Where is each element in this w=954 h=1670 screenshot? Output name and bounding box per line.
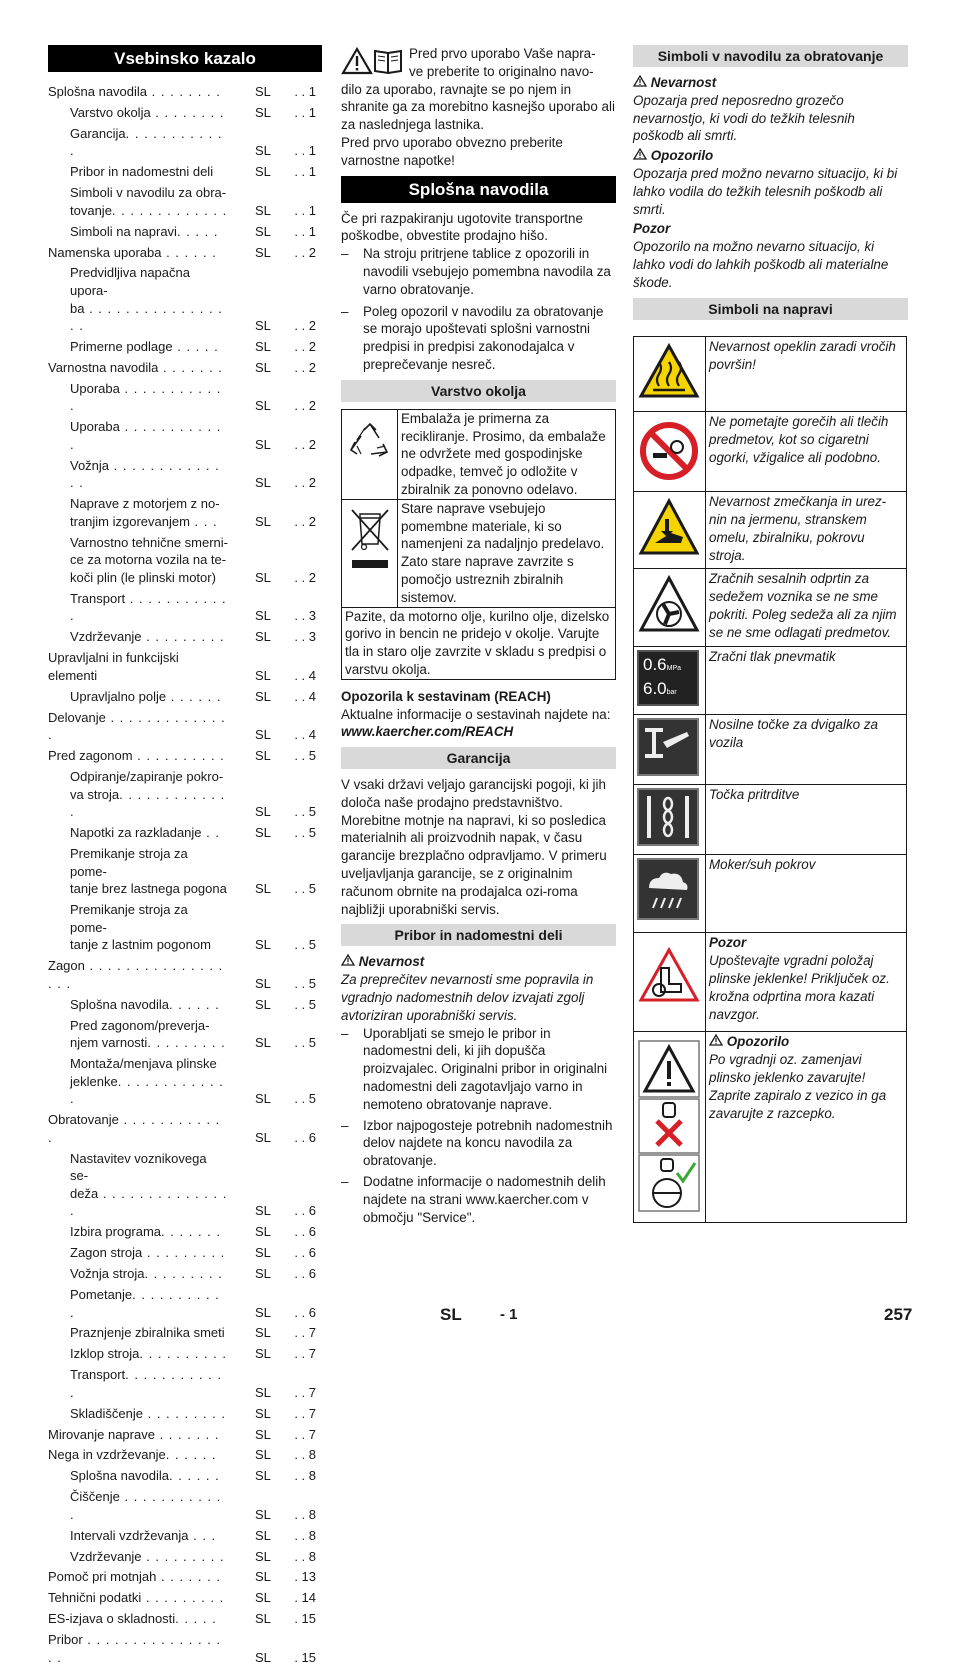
toc-entry-lang: SL [255,398,271,414]
toc-entry-title: Predvidljiva napačna upora- ba . . . . . . . . . . . . . . . . . [70,265,223,334]
env-title: Varstvo okolja [341,380,616,402]
toc-entry-lang: SL [255,727,271,743]
toc-entry-lang: SL [255,359,271,375]
toc-entry-title: Odpiranje/zapiranje pokro- va stroja. . . . . . . . . . . . . [70,769,226,820]
list-item: – Na stroju pritrjene tablice z opozorili in navodili vsebujejo pomembna navodila za varno obratovanje. [341,246,611,297]
toc-entry-page: . . 4 [294,727,316,743]
pressure-mpa-value: 0.6 [643,654,667,674]
toc-entry-title: Splošna navodila. . . . . . [70,1468,220,1484]
toc-entry-page: . . 5 [294,975,316,991]
toc-entry-page: . . 2 [294,359,316,375]
toc-entry-page: . . 5 [294,881,316,897]
toc-entry-title: Pomoč pri motnjah . . . . . . . [48,1569,221,1585]
toc-entry-page: . . 6 [294,1266,316,1282]
toc-entry-lang: SL [255,1590,271,1606]
toc-entry-page: . 13 [294,1569,316,1585]
toc-entry[interactable] [48,1366,322,1401]
toc-entry-title: Pred zagonom/preverja- njem varnosti. . . . . . . . . [70,1017,226,1051]
toc-entry-page: . . 2 [294,398,316,414]
toc-entry-title: Primerne podlage . . . . . [70,339,219,355]
warning-text: Opozarja pred možno nevarno situacijo, ki bi lahko vodila do težkih telesnih poškodb ali smrti. [633,165,898,217]
toc-entry[interactable] [48,338,322,356]
danger-text: Opozarja pred neposredno grozečo nevarnostjo, ki vodi do težkih telesnih poškodb ali smrti. [633,92,855,144]
toc-entry-page: . . 2 [294,513,316,529]
toc-entry-title: Zagon stroja . . . . . . . . . [70,1245,226,1261]
toc-column [48,45,322,1670]
toc-entry[interactable] [48,1055,322,1108]
toc-entry-lang: SL [255,1266,271,1282]
toc-entry[interactable] [48,1286,322,1321]
toc-entry[interactable] [48,244,322,262]
no-burning-objects-icon [634,412,706,492]
env-packaging-text: Embalaža je primerna za recikliranje. Prosimo, da embalaže ne odvržete med gospodinjske odpadke, temveč jo odložite v zbiralnik za ponovno odelavo. [398,409,616,499]
toc-entry-page: . . 5 [294,996,316,1012]
toc-entry[interactable] [48,1548,322,1566]
toc-entry-lang: SL [255,318,271,334]
toc-entry-title: Premikanje stroja za pome- tanje z lastnim pogonom [70,902,211,953]
toc-entry[interactable] [48,747,322,765]
toc-entry-title: Pometanje. . . . . . . . . . . [70,1286,220,1320]
toc-entry-title: Varnostno tehnične smerni- ce za motorna vozila na te- koči plin (le plinski motor) [70,534,229,585]
toc-entry-title: Splošna navodila. . . . . . [70,996,220,1012]
toc-entry[interactable] [48,264,322,334]
toc-entry-page: . . 8 [294,1447,316,1463]
toc-entry-lang: SL [255,1548,271,1564]
toc-entry[interactable] [48,457,322,492]
toc-entry-title: Montaža/menjava plinske jeklenke. . . . . . . . . . . . . [70,1056,224,1107]
toc-entry-lang: SL [255,104,271,120]
toc-entry-page: . . 7 [294,1426,316,1442]
env-oil-note: Pazite, da motorno olje, kurilno olje, dizelsko gorivo in bencin ne pridejo v okolje. Varujte tla in staro olje zavrzite v skladu s predpisi o varstvu okolja. [342,607,616,679]
toc-entry[interactable] [48,957,322,992]
toc-entry[interactable] [48,688,322,706]
toc-entry-title: Varnostna navodila . . . . . . . [48,359,223,375]
footer-lang: SL [440,1305,462,1324]
toc-entry-lang: SL [255,996,271,1012]
toc-entry[interactable] [48,495,322,530]
toc-entry-page: . . 5 [294,1035,316,1051]
toc-entry[interactable] [48,1610,322,1628]
intro-line-2: ve preberite to originalno navo- [409,63,594,79]
tie-down-icon [634,784,706,854]
toc-entry-title: Premikanje stroja za pome- tanje brez lastnega pogona [70,845,227,897]
toc-entry[interactable] [48,901,322,954]
toc-entry-lang: SL [255,513,271,529]
warranty-text: V vsaki državi veljajo garancijski pogoji, ki jih določa naše prodajno predstavništvo. Morebitne motnje na napravi, ki so posledica materialnih ali proizvodnih napak, v času garancije brezplačno odpravljamo. V primeru uveljavljanja garancije, se z originalnim računom obrnite na prodajalca ozi-roma najbližji uporabniški servis. [341,777,607,917]
symbols-title: Simboli v navodilu za obratovanje [633,45,908,67]
warning-triangle-icon [633,75,647,90]
toc-entry-page: . . 8 [294,1548,316,1564]
toc-entry-title: Upravljalno polje . . . . . . [70,688,222,704]
toc-entry-page: . . 2 [294,318,316,334]
toc-entry-lang: SL [255,629,271,645]
toc-entry-lang: SL [255,475,271,491]
toc-entry-title: Garancija. . . . . . . . . . . . [70,125,223,159]
toc-entry-title: Pribor in nadomestni deli [70,164,214,180]
toc-entry[interactable] [48,1111,322,1146]
toc-entry-lang: SL [255,881,271,897]
toc-entry-title: Delovanje . . . . . . . . . . . . . . [48,709,226,743]
toc-entry-title: Vzdrževanje . . . . . . . . . [70,629,225,645]
device-symbol-text: Upoštevajte vgradni položaj plinske jeklenke! Priključek oz. krožna odprtina mora kazati navzgor. [709,952,890,1022]
toc-entry-page: . . 1 [294,223,316,239]
toc-entry-lang: SL [255,1569,271,1585]
toc-entry[interactable] [48,534,322,587]
toc-entry-title: Nega in vzdrževanje. . . . . . [48,1447,217,1463]
recycle-icon [342,409,398,499]
toc-entry-page: . . 3 [294,629,316,645]
toc-entry-title: Vzdrževanje . . . . . . . . . [70,1548,225,1564]
toc-entry-title: Izbira programa. . . . . . . [70,1224,222,1240]
toc-entry-lang: SL [255,1527,271,1543]
toc-entry[interactable] [48,1345,322,1363]
toc-entry-lang: SL [255,84,271,99]
toc-entry-page: . . 3 [294,608,316,624]
general-paragraph: Če pri razpakiranju ugotovite transportne poškodbe, obvestite prodajno hišo. [341,210,583,244]
toc-entry-title: ES-izjava o skladnosti. . . . . [48,1611,217,1627]
fan-hazard-icon [634,569,706,647]
toc-entry-page: . . 5 [294,748,316,764]
read-manual-icon [341,45,409,81]
toc-entry[interactable] [48,996,322,1014]
toc-entry-title: Namenska uporaba . . . . . . [48,244,217,260]
toc-entry-title: Vožnja stroja. . . . . . . . . [70,1266,223,1282]
toc-entry-page: . . 1 [294,202,316,218]
env-table [341,409,616,680]
pressure-bar-value: 6.0 [643,678,667,698]
toc-entry-title: Simboli v navodilu za obra- tovanje. . . . . . . . . . . . . [70,185,228,218]
pressure-bar-unit: bar [666,688,677,696]
toc-entry[interactable] [48,824,322,842]
device-symbol-label: Opozorilo [709,1033,903,1051]
toc-list [48,83,322,1666]
toc-entry-page: . . 7 [294,1346,316,1362]
toc-entry-lang: SL [255,1129,271,1145]
toc-entry[interactable] [48,1426,322,1444]
device-symbols-title: Simboli na napravi [633,298,908,320]
toc-entry-title: Mirovanje naprave . . . . . . . [48,1426,220,1442]
toc-entry-page: . . 5 [294,1091,316,1107]
toc-entry-lang: SL [255,1325,271,1341]
toc-entry-page: . . 2 [294,570,316,585]
warning-triangle-icon [709,1034,723,1049]
crossed-bin-icon [342,499,398,607]
toc-entry-page: . 15 [294,1611,316,1627]
intro-text-2: Pred prvo uporabo obvezno preberite varnostne napotke! [341,134,563,168]
toc-entry[interactable] [48,1467,322,1485]
lifting-point-icon [634,714,706,784]
toc-entry[interactable] [48,768,322,821]
hot-surface-icon [634,336,706,412]
toc-entry[interactable] [48,125,322,160]
env-oldappliance-text: Stare naprave vsebujejo pomembne materiale, ki so namenjeni za nadaljnjo predelavo. Zato stare naprave zavrzite s pomočjo ustreznih zbiralnih sistemov. [398,499,616,607]
caution-label: Pozor [633,221,671,237]
toc-entry-page: . . 2 [294,436,316,452]
toc-entry-title: Intervali vzdrževanja . . . [70,1527,217,1543]
device-symbol-text: Po vgradnji oz. zamenjavi plinsko jeklenko zavarujte! Zaprite zapiralo z vezico in ga zavarujte z razcepko. [709,1051,887,1121]
footer-local-page: - 1 [500,1306,518,1323]
toc-entry-title: Vožnja . . . . . . . . . . . . . . [70,457,220,491]
toc-entry-lang: SL [255,1506,271,1522]
toc-entry-lang: SL [255,1346,271,1362]
toc-entry[interactable] [48,1324,322,1342]
toc-entry-page: . . 2 [294,475,316,491]
toc-entry-page: . . 2 [294,244,316,260]
toc-entry[interactable] [48,104,322,122]
toc-entry-page: . . 8 [294,1468,316,1484]
danger-label: Nevarnost [633,74,908,92]
toc-entry-page: . . 4 [294,688,316,704]
parts-title: Pribor in nadomestni deli [341,924,616,946]
toc-entry-title: Splošna navodila . . . . . . . . [48,84,221,99]
crush-hazard-icon [634,491,706,569]
device-symbol-text: Točka pritrditve [706,784,907,854]
toc-entry-page: . . 5 [294,804,316,820]
toc-entry-title: Uporaba . . . . . . . . . . . . [70,419,222,452]
toc-entry-lang: SL [255,1304,271,1320]
toc-entry-page: . 15 [294,1649,316,1665]
main-column [341,45,616,1226]
parts-danger-label: Nevarnost [341,953,616,971]
caution-text: Opozorilo na možno nevarno situacijo, ki lahko vodi do lahkih poškodb ali materialne škode. [633,239,889,290]
toc-entry-title: Upravljalni in funkcijski elementi [48,650,179,683]
toc-entry-title: Transport. . . . . . . . . . . . [70,1367,223,1400]
toc-entry[interactable] [48,163,322,181]
warning-triangle-icon [633,148,647,163]
parts-danger-text: Za preprečitev nevarnosti sme popravila in vgradnjo nadomestnih delov izvajati zgolj avtoriziran uporabniški servis. [341,972,594,1023]
secure-gas-cylinder-icon [634,1031,706,1223]
toc-entry-title: Čiščenje . . . . . . . . . . . . [70,1489,222,1522]
toc-entry-lang: SL [255,1611,271,1627]
toc-entry-page: . . 7 [294,1405,316,1421]
toc-entry-lang: SL [255,608,271,624]
toc-entry-lang: SL [255,748,271,764]
warning-label: Opozorilo [633,147,908,165]
toc-entry-page: . 14 [294,1590,316,1606]
toc-entry[interactable] [48,709,322,744]
toc-entry[interactable] [48,590,322,625]
toc-entry-lang: SL [255,688,271,704]
toc-entry-lang: SL [255,570,271,585]
toc-entry-lang: SL [255,1245,271,1261]
device-symbol-text: Nevarnost zmečkanja in urez-nin na jermenu, stranskem omelu, zbiralniku, pokrovu stroja. [706,491,907,569]
toc-entry[interactable] [48,83,322,101]
toc-entry-title: Transport . . . . . . . . . . . . [70,590,227,624]
toc-entry-lang: SL [255,667,271,683]
symbols-column [633,45,908,1223]
toc-entry-lang: SL [255,223,271,239]
intro-text: dilo za uporabo, ravnajte se po njem in shranite ga za morebitno kasnejšo uporabo ali za naslednjega lastnika. [341,81,615,133]
toc-entry[interactable] [48,628,322,646]
toc-entry-title: Zagon . . . . . . . . . . . . . . . . . . [48,958,224,991]
toc-entry-lang: SL [255,143,271,159]
toc-entry[interactable] [48,223,322,241]
toc-entry-title: Obratovanje . . . . . . . . . . . . [48,1112,221,1145]
toc-entry[interactable] [48,418,322,453]
toc-entry[interactable] [48,1568,322,1586]
toc-entry[interactable] [48,1265,322,1283]
toc-entry-lang: SL [255,164,271,180]
toc-entry-title: Skladiščenje . . . . . . . . . [70,1405,227,1421]
toc-entry-lang: SL [255,937,271,953]
toc-entry-page: . . 1 [294,104,316,120]
toc-entry-title: Praznjenje zbiralnika smeti [70,1325,225,1341]
toc-entry-page: . . 6 [294,1245,316,1261]
device-symbol-label: Pozor [709,934,747,950]
toc-entry[interactable] [48,1017,322,1052]
toc-entry-page: . . 6 [294,1129,316,1145]
toc-entry-page: . . 4 [294,667,316,683]
reach-link[interactable]: www.kaercher.com/REACH [341,724,514,740]
toc-entry-lang: SL [255,1649,271,1665]
toc-entry-title: Napotki za razkladanje . . [70,825,220,841]
toc-entry-lang: SL [255,1405,271,1421]
toc-entry-page: . . 6 [294,1304,316,1320]
toc-entry-lang: SL [255,804,271,820]
toc-entry[interactable] [48,1150,322,1220]
toc-entry[interactable] [48,359,322,377]
toc-entry-lang: SL [255,1091,271,1107]
toc-entry-lang: SL [255,202,271,218]
toc-entry-page: . . 2 [294,339,316,355]
toc-entry[interactable] [48,845,322,898]
toc-entry-title: Simboli na napravi. . . . . [70,223,219,239]
toc-entry-title: Nastavitev voznikovega se- deža . . . . . . . . . . . . . . . [70,1150,228,1219]
toc-entry-page: . . 5 [294,937,316,953]
toc-entry-title: Uporaba . . . . . . . . . . . . [70,380,222,414]
toc-entry-title: Pribor . . . . . . . . . . . . . . . . . [48,1632,222,1665]
gas-cylinder-position-icon [634,932,706,1031]
toc-entry-page: . . 6 [294,1224,316,1240]
list-item: – Uporabljati se smejo le pribor in nadomestni deli, ki jih dopušča proizvajalec. Originalni pribor in originalni nadomestni deli zagotavljajo varno in nemoteno obratovanje naprave. [341,1025,608,1112]
toc-entry-page: . . 7 [294,1384,316,1400]
toc-entry-lang: SL [255,1447,271,1463]
toc-entry-page: . . 7 [294,1325,316,1341]
toc-entry-lang: SL [255,436,271,452]
footer-page-number: 257 [884,1305,913,1324]
pressure-mpa-unit: MPa [666,664,682,672]
list-item: – Poleg opozoril v navodilu za obratovanje se morajo upoštevati splošni varnostni predpisi in predpisi zakonodajalca v preprečevanje nesreč. [341,303,604,372]
toc-entry[interactable] [48,1589,322,1607]
toc-entry-title: Tehnični podatki . . . . . . . . . [48,1590,225,1606]
toc-entry-lang: SL [255,1035,271,1051]
toc-entry-page: . . 1 [294,143,316,159]
toc-entry[interactable] [48,1446,322,1464]
toc-entry-lang: SL [255,1224,271,1240]
toc-entry-page: . . 6 [294,1203,316,1219]
toc-entry[interactable] [48,380,322,415]
toc-entry[interactable] [48,649,322,684]
reach-title: Opozorila k sestavinam (REACH) [341,688,551,704]
toc-entry-title: Pred zagonom . . . . . . . . . . [48,748,225,764]
toc-entry-lang: SL [255,244,271,260]
wet-dry-cover-icon [634,854,706,932]
toc-entry[interactable] [48,184,322,219]
toc-entry[interactable] [48,1405,322,1423]
device-symbol-text: Zračnih sesalnih odprtin za sedežem voznika se ne sme pokriti. Poleg sedeža ali za njim se ne sme odlagati predmetov. [706,569,907,647]
toc-entry-lang: SL [255,1468,271,1484]
general-title: Splošna navodila [341,176,616,203]
toc-entry-lang: SL [255,1203,271,1219]
toc-entry-lang: SL [255,825,271,841]
device-symbols-table [633,336,907,1224]
toc-entry-page: . . 1 [294,84,316,99]
toc-entry[interactable] [48,1527,322,1545]
toc-entry[interactable] [48,1244,322,1262]
toc-entry-title: Varstvo okolja . . . . . . . . [70,104,225,120]
toc-entry-lang: SL [255,1426,271,1442]
toc-entry-lang: SL [255,975,271,991]
toc-entry-page: . . 8 [294,1506,316,1522]
toc-entry-title: Naprave z motorjem z no- tranjim izgorevanjem . . . [70,496,220,529]
device-symbol-text: Ne pometajte gorečih ali tlečih predmetov, kot so cigaretni ogorki, vžigalice ali podobno. [706,412,907,492]
device-symbol-text: Nevarnost opeklin zaradi vročih površin! [706,336,907,412]
warning-triangle-icon [341,954,359,969]
toc-title: Vsebinsko kazalo [48,45,322,72]
list-item: – Dodatne informacije o nadomestnih delih najdete na strani www.kaercher.com v območju "Service". [341,1174,606,1225]
device-symbol-text: Nosilne točke za dvigalko za vozila [706,714,907,784]
toc-entry-page: . . 8 [294,1527,316,1543]
toc-entry-lang: SL [255,1384,271,1400]
toc-entry[interactable] [48,1488,322,1523]
warranty-title: Garancija [341,747,616,769]
intro-line-1: Pred prvo uporabo Vaše napra- [409,46,596,61]
toc-entry-lang: SL [255,339,271,355]
reach-text: Aktualne informacije o sestavinah najdete na: [341,706,611,722]
tire-pressure-icon [634,646,706,714]
device-symbol-text: Zračni tlak pnevmatik [706,646,907,714]
toc-entry-page: . . 1 [294,164,316,180]
toc-entry[interactable] [48,1631,322,1666]
toc-entry-title: Izklop stroja. . . . . . . . . . [70,1346,227,1362]
toc-entry-page: . . 5 [294,825,316,841]
list-item: – Izbor najpogosteje potrebnih nadomestnih delov najdete na koncu navodila za obratovanje. [341,1117,613,1169]
device-symbol-text: Moker/suh pokrov [706,854,907,932]
toc-entry[interactable] [48,1223,322,1241]
